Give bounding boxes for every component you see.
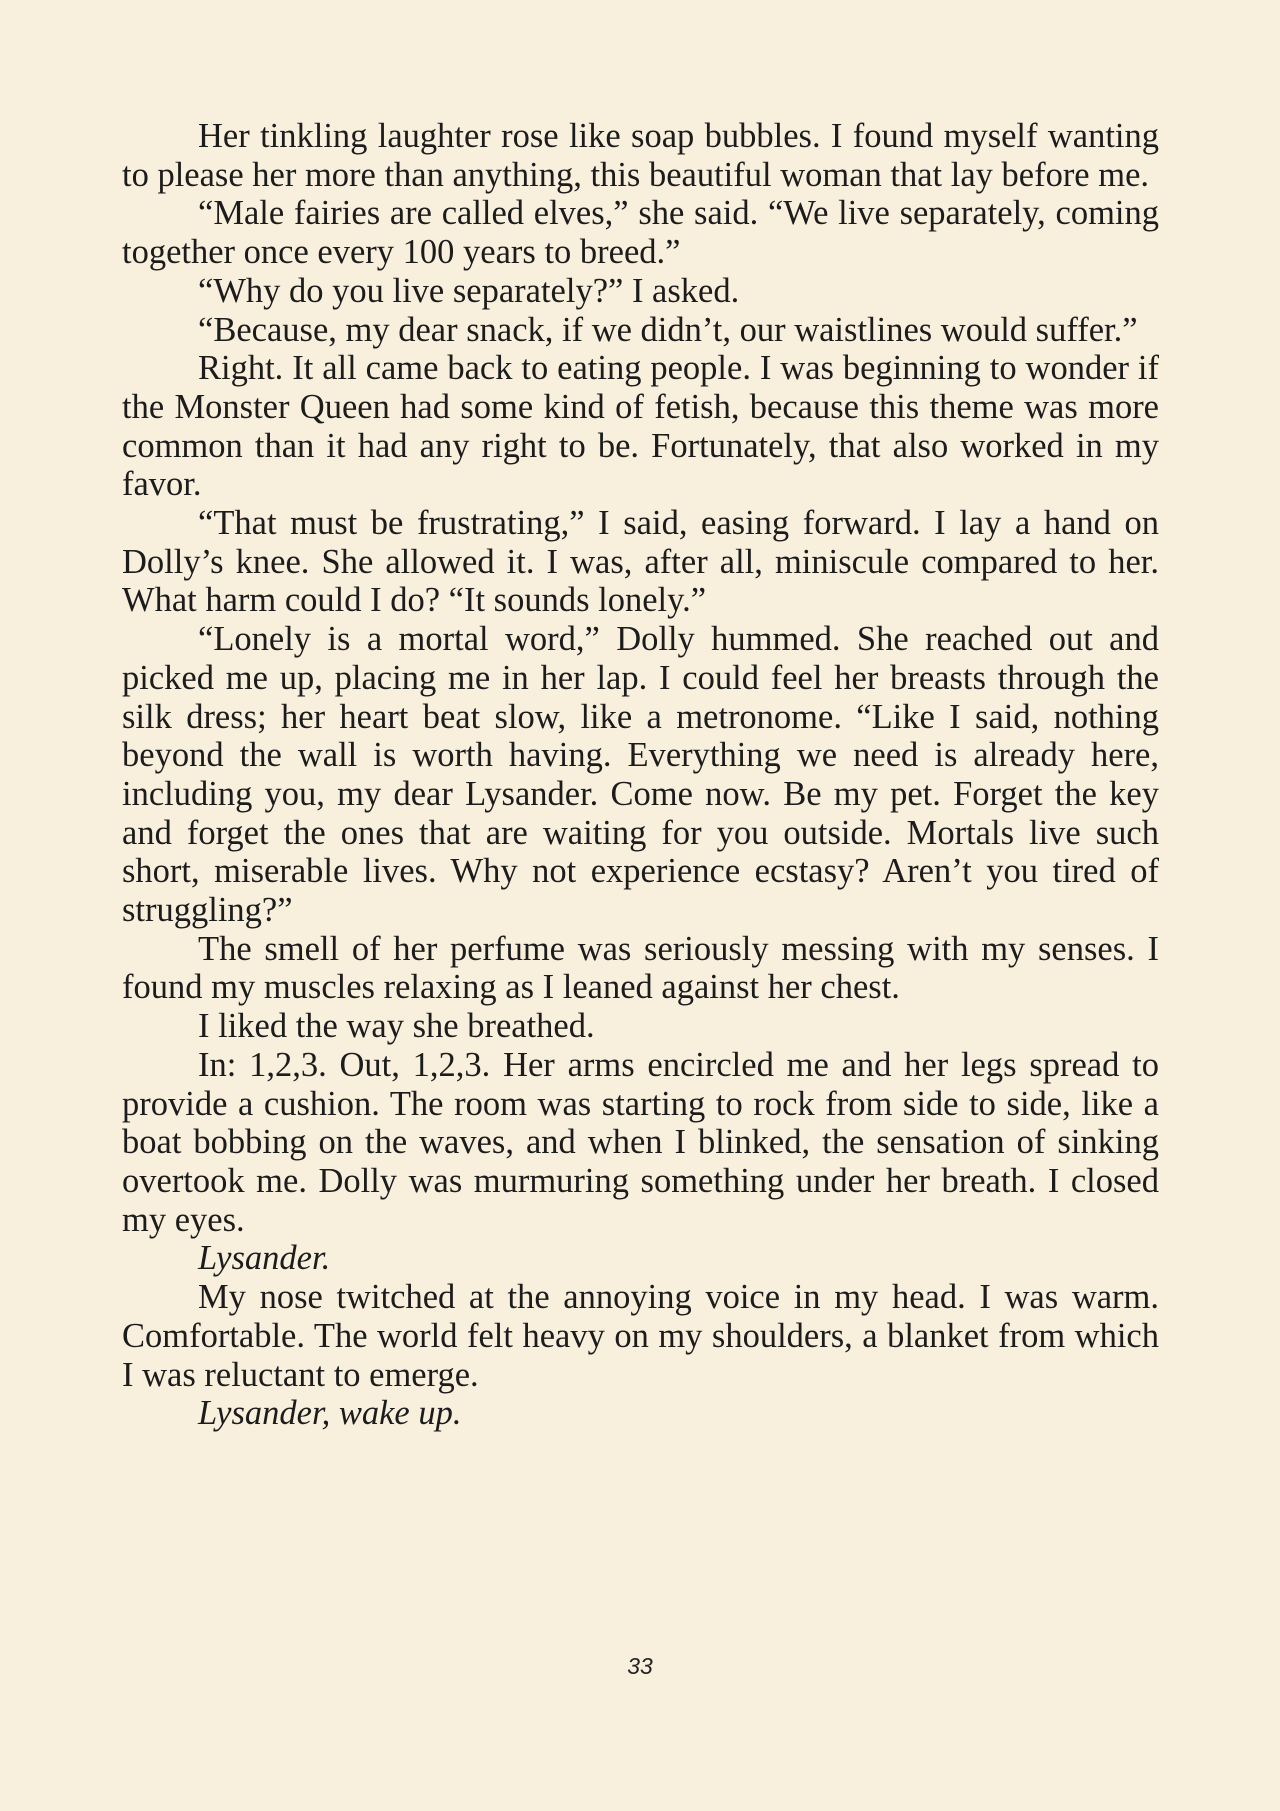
- paragraph: I liked the way she breathed.: [198, 1007, 595, 1046]
- page-number: 33: [627, 1653, 653, 1679]
- paragraph: “Why do you live separately?” I asked.: [198, 271, 740, 310]
- paragraph: “Because, my dear snack, if we didn’t, our waistlines would suffer.”: [198, 310, 1138, 349]
- paragraph: The smell of her perfume was seriously messing with my senses. I found my muscles relaxing as I leaned against her chest.: [122, 929, 1159, 1007]
- body-text: [122, 117, 1159, 1433]
- paragraph: In: 1,2,3. Out, 1,2,3. Her arms encircled me and her legs spread to provide a cushion. The room was starting to rock from side to side, like a boat bobbing on the waves, and when I blinked, the sensation of sinking overtook me. Dolly was murmuring something under her breath. I closed my eyes.: [122, 1045, 1159, 1239]
- paragraph: Her tinkling laughter rose like soap bubbles. I found myself wanting to please her more than anything, this beautiful woman that lay before me.: [122, 117, 1159, 194]
- paragraph: My nose twitched at the annoying voice in my head. I was warm. Comfortable. The world felt heavy on my shoulders, a blanket from which I was reluctant to emerge.: [122, 1278, 1159, 1394]
- paragraph: Right. It all came back to eating people. I was beginning to wonder if the Monster Queen had some kind of fetish, because this theme was more common than it had any right to be. Fortunately, that also worked in my favor.: [122, 349, 1159, 504]
- paragraph: “That must be frustrating,” I said, easing forward. I lay a hand on Dolly’s knee. She allowed it. I was, after all, miniscule compared to her. What harm could I do? “It sounds lonely.”: [122, 504, 1159, 620]
- paragraph: “Male fairies are called elves,” she said. “We live separately, coming together once every 100 years to breed.”: [122, 194, 1159, 272]
- italic-paragraph: Lysander, wake up.: [198, 1394, 462, 1433]
- paragraph: “Lonely is a mortal word,” Dolly hummed. She reached out and picked me up, placing me in her lap. I could feel her breasts through the silk dress; her heart beat slow, like a metronome. “Like I said, nothing beyond the wall is worth having. Everything we need is already here, including you, my dear Lysander. Come now. Be my pet. Forget the key and forget the ones that are waiting for you outside. Mortals live such short, miserable lives. Why not experience ecstasy? Aren’t you tired of struggling?”: [122, 620, 1159, 930]
- italic-paragraph: Lysander.: [198, 1239, 331, 1278]
